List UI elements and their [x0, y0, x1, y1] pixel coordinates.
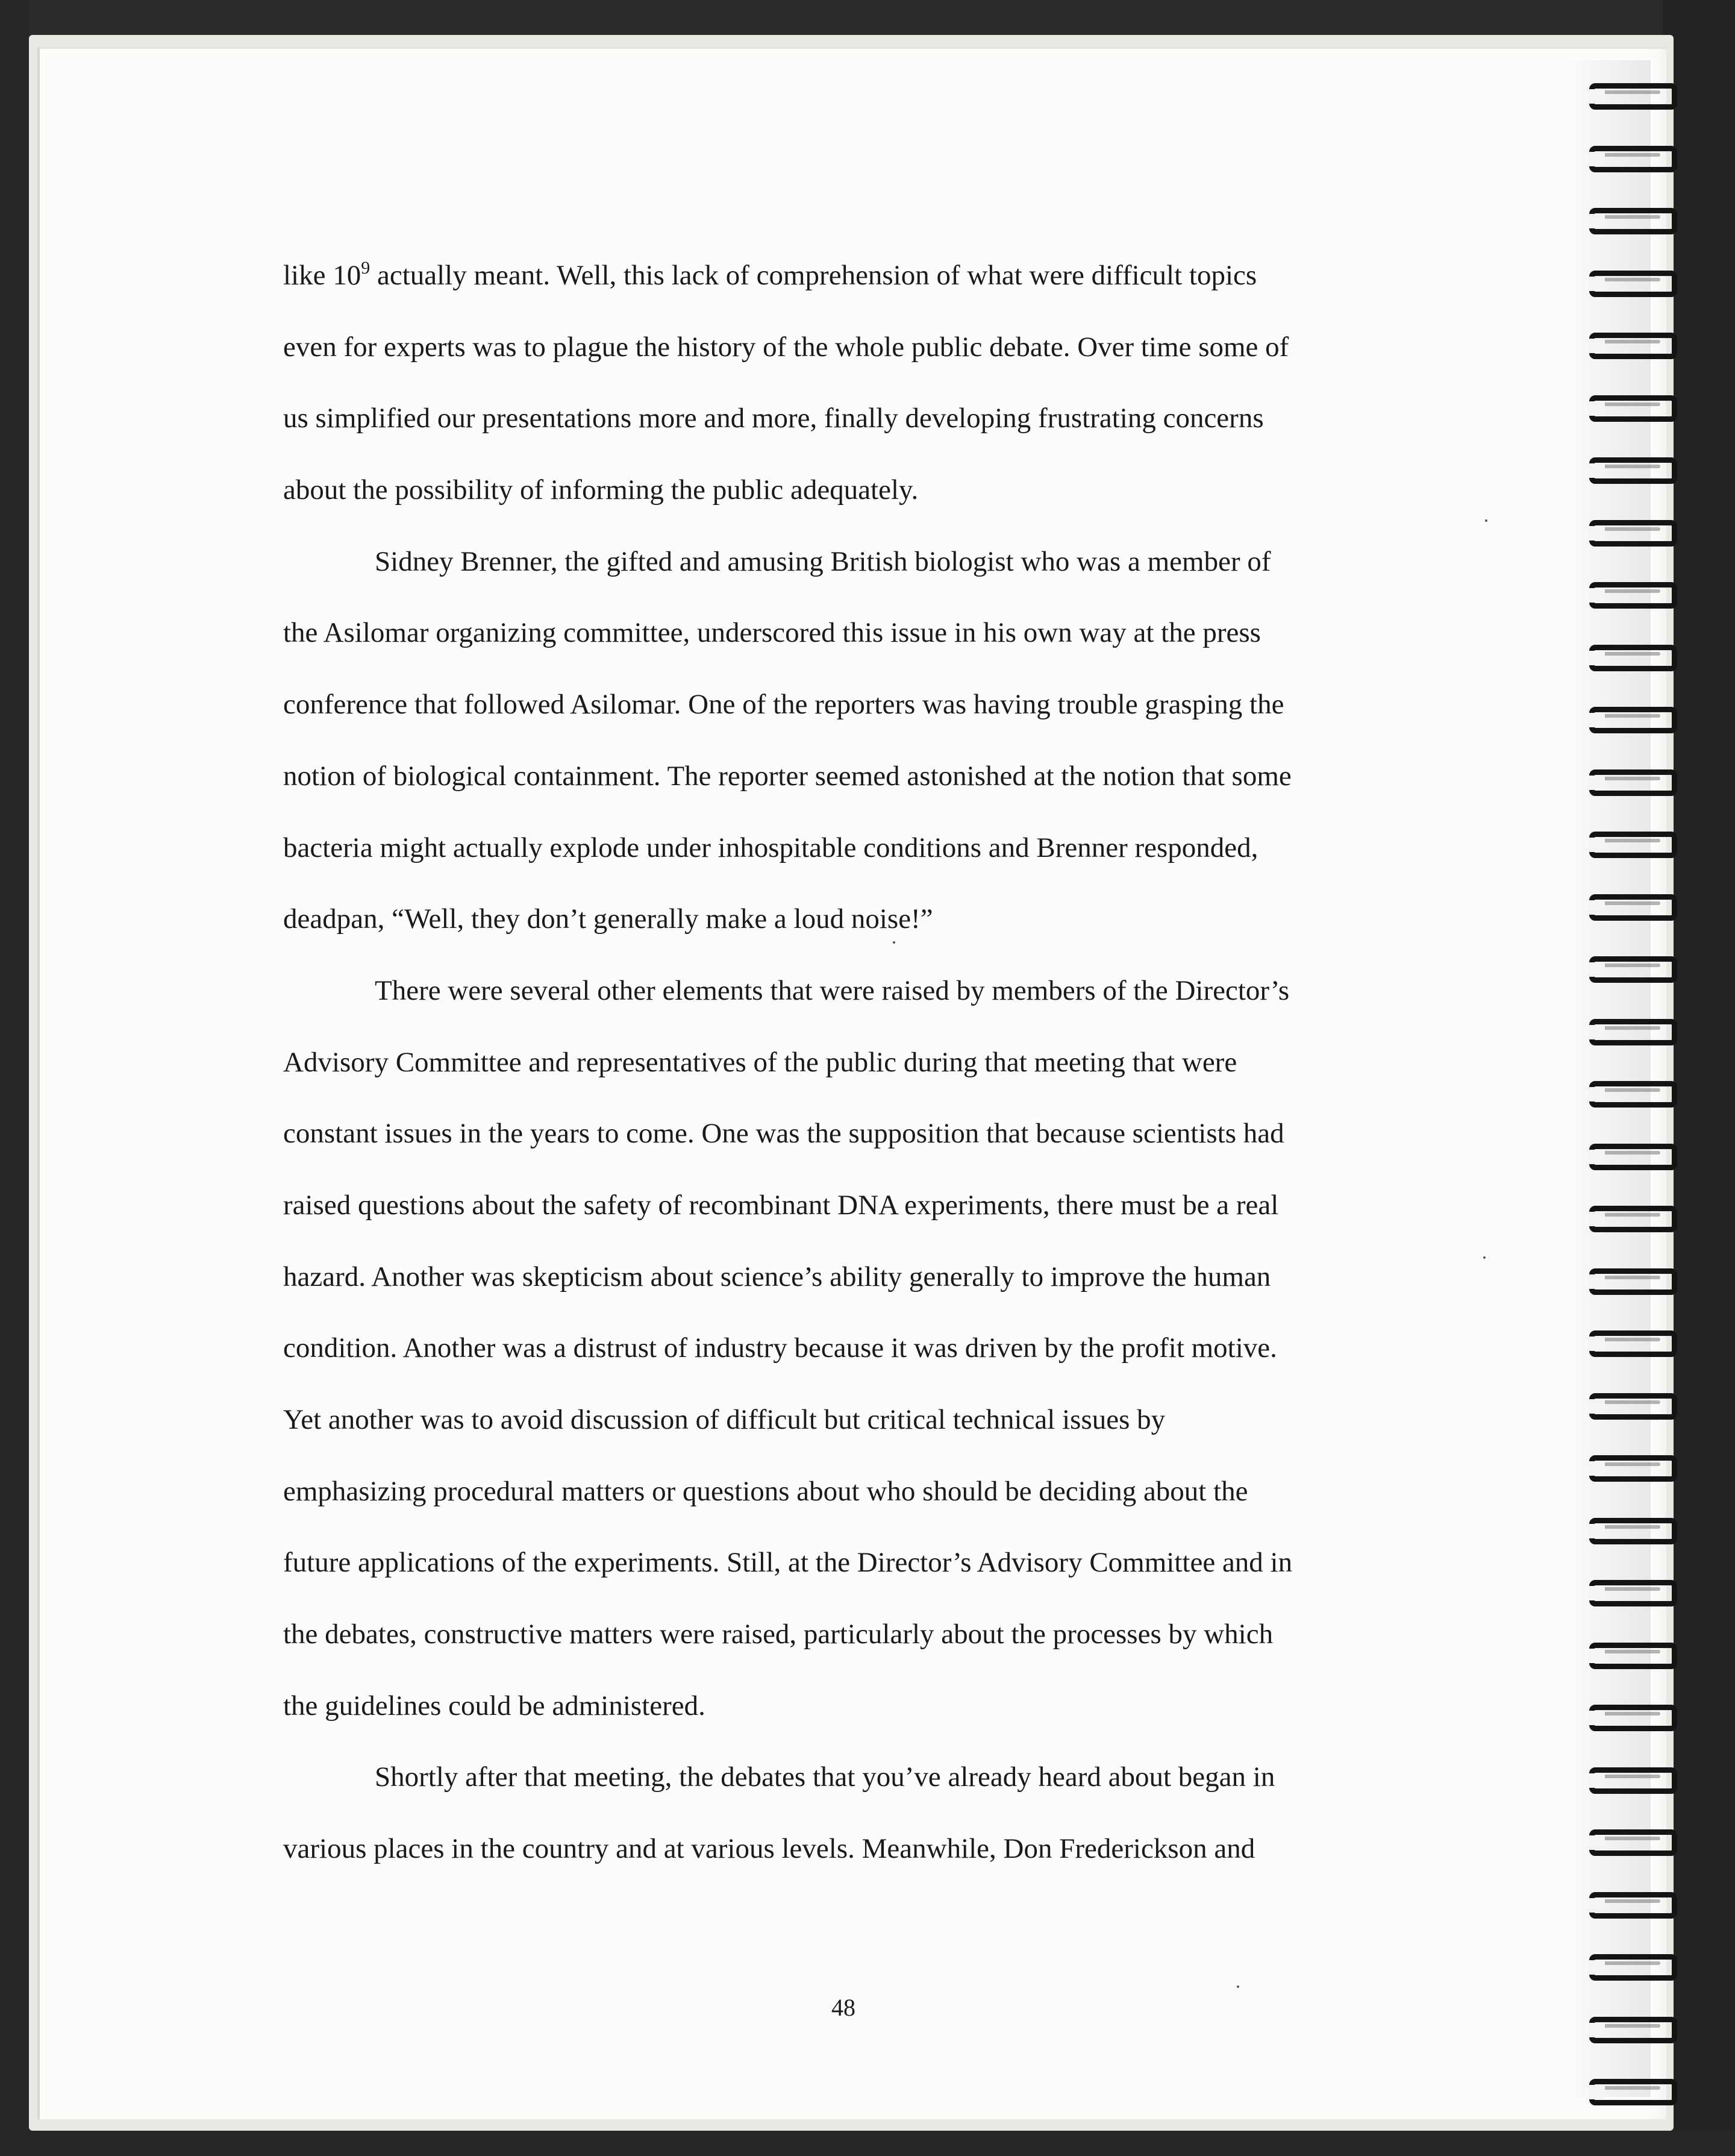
text-line-17: Yet another was to avoid discussion of difficult but critical technical issues by — [283, 1404, 1166, 1435]
body-text — [283, 240, 1416, 1885]
text-line-20: the debates, constructive matters were raised, particularly about the processes by which — [283, 1619, 1274, 1650]
text-line-21: the guidelines could be administered. — [283, 1690, 705, 1722]
binding-coil — [1589, 1705, 1680, 1734]
binding-coil — [1589, 1455, 1680, 1484]
text-line-22: Shortly after that meeting, the debates that you’ve already heard about began in — [375, 1761, 1275, 1793]
binding-coil — [1589, 1206, 1680, 1235]
binding-coil — [1589, 1393, 1680, 1422]
text-line-6: the Asilomar organizing committee, underscored this issue in his own way at the press — [283, 617, 1261, 649]
text-line-3: us simplified our presentations more and more, finally developing frustrating concerns — [283, 403, 1264, 434]
binding-coil — [1589, 208, 1680, 237]
binding-coil — [1589, 1892, 1680, 1921]
binding-coil — [1589, 146, 1680, 175]
text-line-1: like $10^9$ actually meant. Well, this lack of comprehension of what were difficult topics — [283, 258, 1257, 291]
text-line-11: There were several other elements that were raised by members of the Director’s — [375, 974, 1290, 1006]
text-line-16: condition. Another was a distrust of industry because it was driven by the profit motive. — [283, 1332, 1277, 1364]
binding-coil — [1589, 582, 1680, 611]
binding-coil — [1589, 1829, 1680, 1858]
text-line-15: hazard. Another was skepticism about science’s ability generally to improve the human — [283, 1261, 1271, 1293]
text-line-14: raised questions about the safety of recombinant DNA experiments, there must be a real — [283, 1189, 1279, 1221]
binding-coil — [1589, 894, 1680, 923]
paper-speck — [1483, 1256, 1486, 1259]
text-line-19: future applications of the experiments. Still, at the Director’s Advisory Committee and in — [283, 1547, 1293, 1579]
paper-speck — [1237, 1985, 1239, 1988]
text-line-8: notion of biological containment. The reporter seemed astonished at the notion that some — [283, 760, 1292, 792]
paper-speck — [893, 941, 895, 944]
binding-coil — [1589, 271, 1680, 299]
text-line-5: Sidney Brenner, the gifted and amusing British biologist who was a member of — [375, 545, 1271, 577]
binding-coil — [1589, 1081, 1680, 1110]
backdrop-top — [0, 0, 1735, 35]
binding-coil — [1589, 1580, 1680, 1609]
binding-coil — [1589, 707, 1680, 736]
binding-coil — [1589, 333, 1680, 362]
binding-coil — [1589, 520, 1680, 549]
backdrop-left — [0, 0, 29, 2156]
text-line-12: Advisory Committee and representatives of the public during that meeting that were — [283, 1046, 1237, 1078]
page-number: 48 — [831, 1994, 855, 2021]
binding-coil — [1589, 645, 1680, 674]
binding-coil — [1589, 1330, 1680, 1359]
binding-coil — [1589, 1954, 1680, 1983]
text-line-18: emphasizing procedural matters or questions about who should be deciding about the — [283, 1475, 1248, 1507]
binding-coil — [1589, 1144, 1680, 1173]
binding-coil — [1589, 956, 1680, 985]
binding-coil — [1589, 2017, 1680, 2046]
binding-coil — [1589, 457, 1680, 486]
paper-speck — [1485, 519, 1487, 522]
superscript-exponent: 9 — [361, 258, 370, 278]
binding-coil — [1589, 1268, 1680, 1297]
binding-coil — [1589, 1767, 1680, 1796]
binding-coil — [1589, 83, 1680, 112]
spiral-binding — [1583, 60, 1686, 2133]
binding-coil — [1589, 395, 1680, 424]
text-line-13: constant issues in the years to come. One was the supposition that because scientists had — [283, 1118, 1284, 1150]
binding-coil — [1589, 769, 1680, 798]
binding-coil — [1589, 1643, 1680, 1672]
text-line-9: bacteria might actually explode under inhospitable conditions and Brenner responded, — [283, 832, 1258, 863]
text-line-23: various places in the country and at various levels. Meanwhile, Don Frederickson and — [283, 1833, 1255, 1865]
backdrop-bottom — [0, 2131, 1735, 2156]
text-line-4: about the possibility of informing the public adequately. — [283, 474, 919, 506]
binding-coil — [1589, 832, 1680, 860]
text-line-2: even for experts was to plague the history of the whole public debate. Over time some of — [283, 331, 1289, 363]
text-line-7: conference that followed Asilomar. One of the reporters was having trouble grasping the — [283, 689, 1284, 721]
binding-coil — [1589, 1019, 1680, 1048]
binding-coil — [1589, 2079, 1680, 2108]
text-line-10: deadpan, “Well, they don’t generally make a loud noise!” — [283, 903, 933, 935]
binding-coil — [1589, 1518, 1680, 1547]
